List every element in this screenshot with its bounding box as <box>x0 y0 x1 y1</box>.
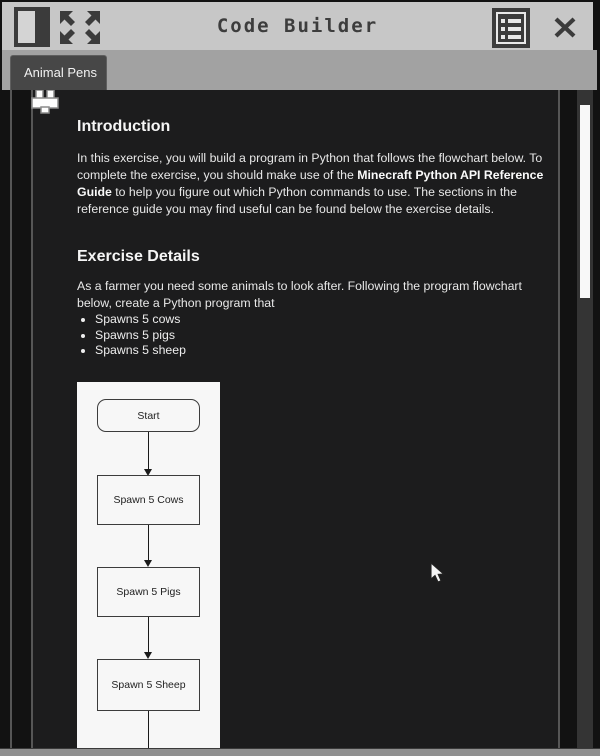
flowchart-connector-line <box>148 711 150 748</box>
list-item: • Spawns 5 cows <box>95 312 186 328</box>
flowchart-arrow <box>148 617 150 652</box>
tab-strip <box>2 50 597 90</box>
reference-guide-bold: Minecraft Python API Reference Guide <box>77 168 544 199</box>
exercise-details-paragraph: As a farmer you need some animals to look after. Following the program flowchart below, create a Python program that <box>77 279 522 310</box>
flowchart-node-spawn-sheep: Spawn 5 Sheep <box>97 659 200 711</box>
plug-icon <box>27 90 61 119</box>
introduction-paragraph: In this exercise, you will build a program in Python that follows the flowchart below. To complete the exercise, you should make use of the Minecraft Python API Reference Guide to help you figure out which Python commands to use. The sections in the reference guide you may find useful can be found below the exercise details. <box>77 151 544 216</box>
content-area <box>2 90 593 748</box>
window-bottom-edge <box>0 748 600 756</box>
titlebar <box>2 2 593 50</box>
close-icon-glyph <box>550 14 580 41</box>
left-edge-divider <box>10 90 12 748</box>
vertical-scrollbar[interactable] <box>577 90 593 748</box>
exercise-page <box>31 90 560 748</box>
tab-label: Animal Pens <box>24 65 97 80</box>
flowchart-node-spawn-pigs: Spawn 5 Pigs <box>97 567 200 617</box>
flowchart-arrow <box>148 432 150 469</box>
exercise-details-heading: Exercise Details <box>77 248 200 265</box>
program-flowchart <box>77 382 220 748</box>
flowchart-node-start: Start <box>97 399 200 432</box>
flowchart-node-spawn-cows: Spawn 5 Cows <box>97 475 200 525</box>
list-item: • Spawns 5 sheep <box>95 343 186 359</box>
list-icon[interactable] <box>492 8 530 48</box>
tab-animal-pens[interactable] <box>10 55 107 90</box>
scrollbar-thumb[interactable] <box>580 105 590 298</box>
introduction-heading: Introduction <box>77 118 171 135</box>
close-icon[interactable] <box>550 14 580 41</box>
exercise-bullet-list <box>77 312 186 359</box>
list-item: • Spawns 5 pigs <box>95 328 186 344</box>
window-title: Code Builder <box>216 15 379 37</box>
flowchart-arrow <box>148 525 150 560</box>
